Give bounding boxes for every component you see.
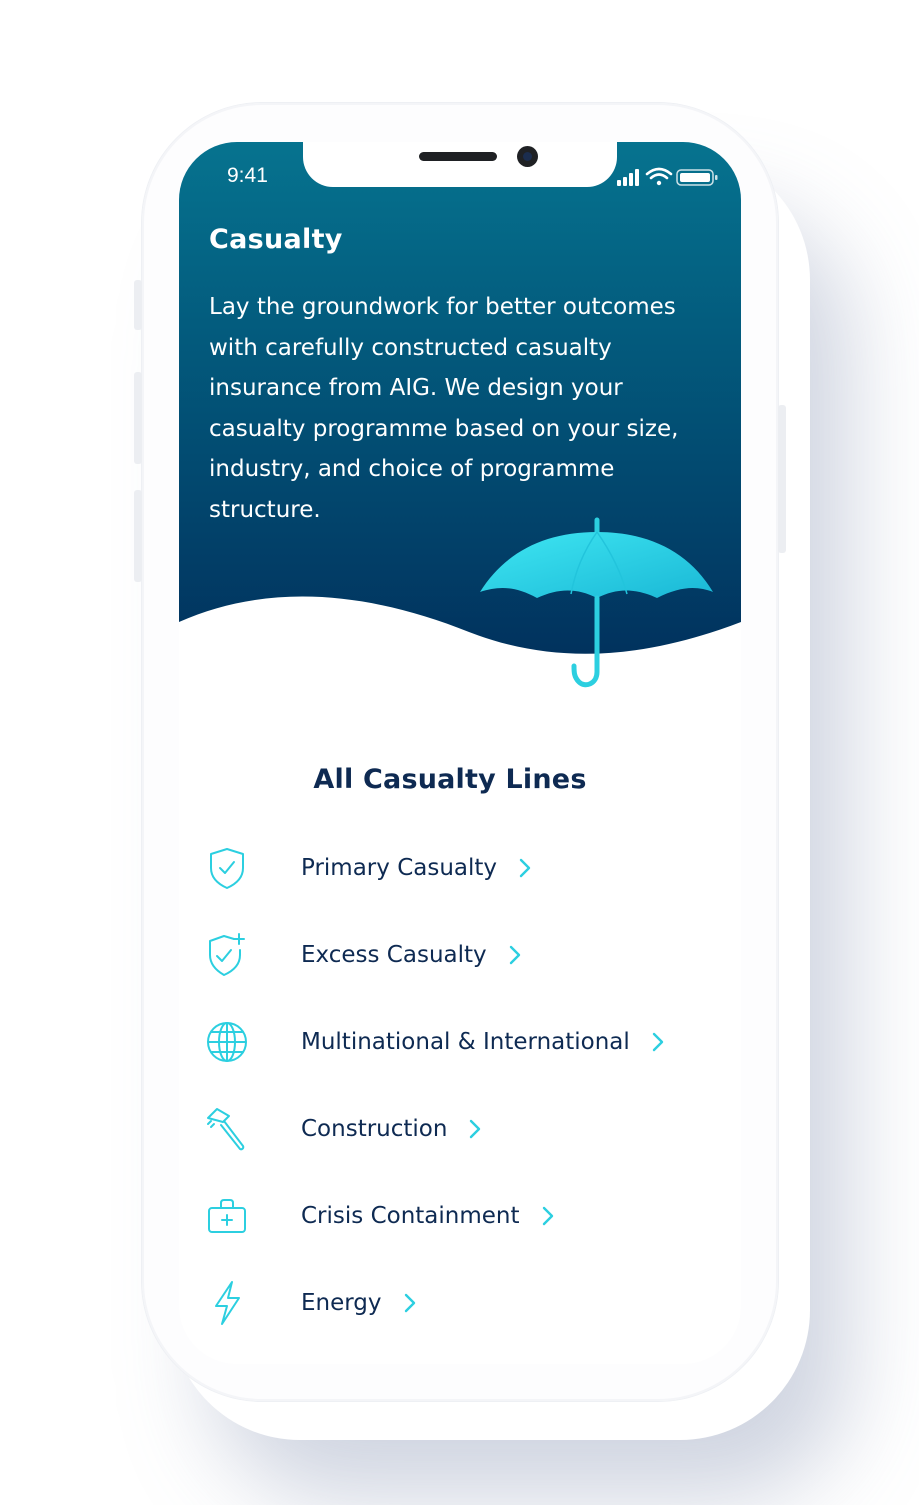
status-time: 9:41 bbox=[227, 164, 268, 187]
line-item-construction[interactable] bbox=[203, 1099, 481, 1159]
chevron-right-icon bbox=[469, 1119, 481, 1139]
line-item-label: Energy bbox=[301, 1290, 382, 1316]
umbrella-illustration bbox=[475, 512, 715, 692]
line-item-primary-casualty[interactable] bbox=[203, 838, 531, 898]
shield-plus-icon bbox=[203, 931, 251, 979]
page-description: Lay the groundwork for better outcomes with carefully constructed casualty insurance from AIG. We design your casualty programme based on your size, industry, and choice of programme structure. bbox=[209, 294, 679, 523]
line-item-multinational[interactable] bbox=[203, 1012, 664, 1072]
line-item-energy[interactable] bbox=[203, 1273, 416, 1333]
chevron-right-icon bbox=[519, 858, 531, 878]
mute-switch bbox=[134, 280, 142, 330]
globe-icon bbox=[203, 1018, 251, 1066]
shield-check-icon bbox=[203, 844, 251, 892]
volume-down-button bbox=[134, 490, 142, 582]
wifi-icon bbox=[647, 169, 671, 185]
line-item-label: Primary Casualty bbox=[301, 855, 498, 881]
first-aid-kit-icon bbox=[203, 1192, 251, 1240]
hammer-icon bbox=[203, 1105, 251, 1153]
battery-icon bbox=[677, 170, 718, 185]
speaker bbox=[419, 152, 497, 161]
volume-up-button bbox=[134, 372, 142, 464]
chevron-right-icon bbox=[404, 1293, 416, 1313]
line-item-crisis-containment[interactable] bbox=[203, 1186, 554, 1246]
status-icons bbox=[617, 167, 721, 187]
lightning-icon bbox=[203, 1279, 251, 1327]
chevron-right-icon bbox=[652, 1032, 664, 1052]
line-item-label: Multinational & International bbox=[301, 1029, 630, 1055]
chevron-right-icon bbox=[542, 1206, 554, 1226]
page-title: Casualty bbox=[209, 224, 343, 255]
line-item-excess-casualty[interactable] bbox=[203, 925, 521, 985]
line-item-label: Crisis Containment bbox=[301, 1203, 520, 1229]
chevron-right-icon bbox=[509, 945, 521, 965]
section-heading: All Casualty Lines bbox=[313, 764, 587, 795]
notch bbox=[303, 142, 617, 187]
line-item-label: Construction bbox=[301, 1116, 448, 1142]
signal-icon bbox=[617, 169, 639, 186]
power-button bbox=[778, 405, 786, 553]
camera bbox=[517, 146, 538, 167]
screen bbox=[179, 142, 741, 1364]
line-item-label: Excess Casualty bbox=[301, 942, 487, 968]
